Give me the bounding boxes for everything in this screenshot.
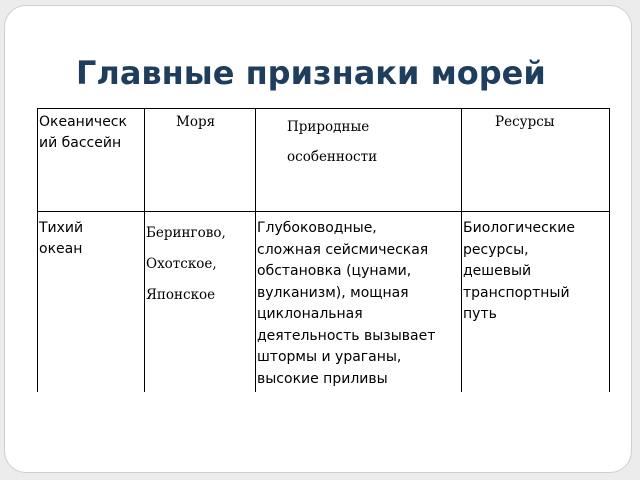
cell-text: обстановка (цунами, bbox=[257, 263, 412, 279]
cell-text: циклональная bbox=[257, 306, 363, 322]
header-text: Моря bbox=[176, 114, 216, 130]
cell-basin bbox=[39, 218, 83, 260]
cell-text: дешевый bbox=[463, 263, 532, 279]
cell-text: Тихий bbox=[39, 220, 84, 236]
header-text: Океаническ bbox=[39, 114, 127, 130]
cell-text: Японское bbox=[146, 287, 216, 303]
slide-title: Главные признаки морей bbox=[76, 54, 546, 92]
cell-text: штормы и ураганы, bbox=[257, 349, 402, 365]
seas-table bbox=[37, 108, 610, 392]
cell-text: вулканизм), мощная bbox=[257, 284, 409, 301]
header-cell-seas bbox=[176, 112, 215, 133]
cell-text: путь bbox=[463, 306, 497, 322]
header-cell-features bbox=[287, 112, 377, 172]
header-text: Ресурсы bbox=[495, 114, 555, 130]
cell-text: океан bbox=[39, 241, 83, 257]
cell-features bbox=[257, 218, 435, 390]
table-border-left bbox=[37, 108, 38, 392]
header-text: Природные bbox=[287, 119, 370, 135]
cell-text: Охотское, bbox=[146, 256, 217, 272]
cell-text: ресурсы, bbox=[463, 241, 529, 258]
cell-text: Берингово, bbox=[146, 225, 226, 241]
cell-resources bbox=[463, 218, 575, 326]
table-divider-col-2 bbox=[255, 108, 256, 392]
header-cell-resources bbox=[495, 112, 555, 133]
cell-text: высокие приливы bbox=[257, 370, 388, 387]
header-text: ий бассейн bbox=[39, 135, 122, 151]
table-border-top bbox=[37, 108, 610, 109]
cell-text: Глубоководные, bbox=[257, 220, 377, 236]
table-header-divider bbox=[37, 211, 610, 212]
table-border-right bbox=[609, 108, 610, 392]
table-divider-col-1 bbox=[144, 108, 145, 392]
table-divider-col-3 bbox=[461, 108, 462, 392]
cell-text: Биологические bbox=[463, 220, 575, 236]
cell-text: транспортный bbox=[463, 284, 570, 301]
cell-text: деятельность вызывает bbox=[257, 327, 436, 344]
cell-text: сложная сейсмическая bbox=[257, 241, 429, 258]
header-text: особенности bbox=[287, 149, 378, 165]
cell-seas bbox=[146, 218, 226, 311]
header-cell-basin bbox=[39, 112, 127, 154]
